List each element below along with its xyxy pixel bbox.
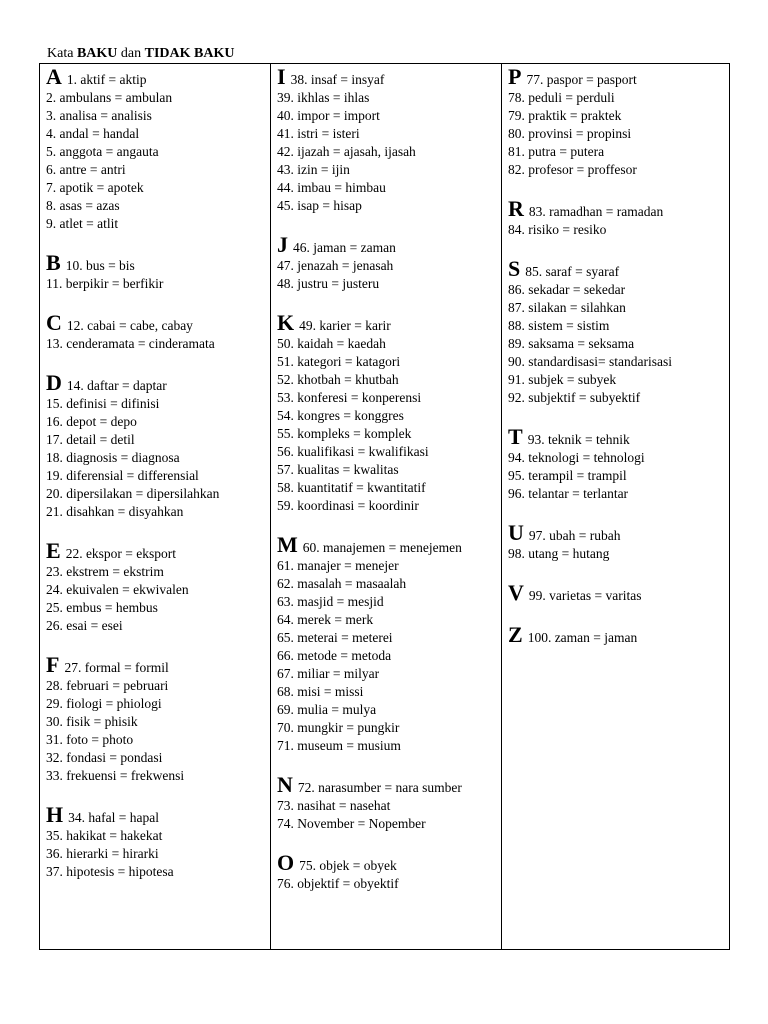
word-entry: 22. ekspor = eksport <box>65 546 177 561</box>
word-entry: 97. ubah = rubah <box>528 528 621 543</box>
group-heading <box>508 198 729 221</box>
word-entry: 2. ambulans = ambulan <box>46 90 173 105</box>
section-letter: U <box>508 520 524 545</box>
section-letter: R <box>508 196 524 221</box>
word-entry: 87. silakan = silahkan <box>508 300 626 315</box>
title-middle: dan <box>117 46 145 61</box>
word-entry: 49. karier = karir <box>299 318 391 333</box>
word-entry: 46. jaman = zaman <box>293 240 396 255</box>
document-title <box>47 45 234 63</box>
word-entry: 95. terampil = trampil <box>508 468 627 483</box>
letter-group <box>277 66 501 215</box>
word-entry: 21. disahkan = disyahkan <box>46 504 184 519</box>
word-entry: 9. atlet = atlit <box>46 216 119 231</box>
word-entry: 17. detail = detil <box>46 432 135 447</box>
word-entry: 38. insaf = insyaf <box>290 72 385 87</box>
word-entry: 14. daftar = daptar <box>66 378 167 393</box>
letter-group <box>46 252 270 293</box>
group-heading <box>508 624 729 647</box>
word-entry: 30. fisik = phisik <box>46 714 138 729</box>
word-entry: 67. miliar = milyar <box>277 666 380 681</box>
word-entry: 42. ijazah = ajasah, ijasah <box>277 144 416 159</box>
word-entry: 58. kuantitatif = kwantitatif <box>277 480 426 495</box>
word-entry: 37. hipotesis = hipotesa <box>46 864 174 879</box>
word-entry: 56. kualifikasi = kwalifikasi <box>277 444 429 459</box>
column-1 <box>40 64 270 949</box>
letter-group <box>46 66 270 233</box>
word-entry: 43. izin = ijin <box>277 162 350 177</box>
word-entry: 10. bus = bis <box>65 258 135 273</box>
group-heading <box>277 234 501 257</box>
word-entry: 47. jenazah = jenasah <box>277 258 394 273</box>
word-entry: 31. foto = photo <box>46 732 134 747</box>
word-entry: 12. cabai = cabe, cabay <box>66 318 193 333</box>
letter-group <box>508 198 729 239</box>
section-letter: A <box>46 64 62 89</box>
word-entry: 65. meterai = meterei <box>277 630 393 645</box>
group-heading <box>277 774 501 797</box>
word-entry: 27. formal = formil <box>64 660 169 675</box>
word-entry: 54. kongres = konggres <box>277 408 404 423</box>
letter-group <box>46 312 270 353</box>
section-letter: K <box>277 310 295 335</box>
word-entry: 29. fiologi = phiologi <box>46 696 162 711</box>
group-heading <box>277 852 501 875</box>
letter-group <box>277 312 501 515</box>
word-entry: 60. manajemen = menejemen <box>302 540 462 555</box>
word-entry: 24. ekuivalen = ekwivalen <box>46 582 189 597</box>
word-entry: 75. objek = obyek <box>299 858 397 873</box>
group-heading <box>46 804 270 827</box>
word-entry: 52. khotbah = khutbah <box>277 372 399 387</box>
section-letter: J <box>277 232 288 257</box>
word-entry: 35. hakikat = hakekat <box>46 828 163 843</box>
letter-group <box>508 426 729 503</box>
word-entry: 83. ramadhan = ramadan <box>528 204 664 219</box>
word-entry: 93. teknik = tehnik <box>527 432 630 447</box>
word-entry: 98. utang = hutang <box>508 546 610 561</box>
word-entry: 77. paspor = pasport <box>526 72 637 87</box>
word-entry: 23. ekstrem = ekstrim <box>46 564 164 579</box>
word-entry: 41. istri = isteri <box>277 126 360 141</box>
word-entry: 78. peduli = perduli <box>508 90 615 105</box>
section-letter: E <box>46 538 61 563</box>
letter-group <box>46 372 270 521</box>
letter-group <box>277 774 501 833</box>
word-entry: 25. embus = hembus <box>46 600 158 615</box>
letter-group <box>277 852 501 893</box>
letter-group <box>508 66 729 179</box>
word-entry: 44. imbau = himbau <box>277 180 386 195</box>
word-entry: 8. asas = azas <box>46 198 120 213</box>
section-letter: D <box>46 370 62 395</box>
column-3 <box>501 64 729 949</box>
group-heading <box>508 426 729 449</box>
letter-group <box>46 654 270 785</box>
letter-group <box>46 540 270 635</box>
word-entry: 72. narasumber = nara sumber <box>297 780 462 795</box>
word-entry: 92. subjektif = subyektif <box>508 390 641 405</box>
word-entry: 28. februari = pebruari <box>46 678 169 693</box>
group-heading <box>46 66 270 89</box>
section-letter: I <box>277 64 286 89</box>
section-letter: B <box>46 250 61 275</box>
word-entry: 59. koordinasi = koordinir <box>277 498 419 513</box>
word-entry: 76. objektif = obyektif <box>277 876 399 891</box>
word-entry: 11. berpikir = berfikir <box>46 276 164 291</box>
word-entry: 13. cenderamata = cinderamata <box>46 336 215 351</box>
section-letter: F <box>46 652 60 677</box>
word-entry: 71. museum = musium <box>277 738 401 753</box>
word-entry: 64. merek = merk <box>277 612 374 627</box>
group-heading <box>46 252 270 275</box>
word-entry: 84. risiko = resiko <box>508 222 607 237</box>
letter-group <box>46 804 270 881</box>
section-letter: N <box>277 772 293 797</box>
word-entry: 62. masalah = masaalah <box>277 576 407 591</box>
word-entry: 81. putra = putera <box>508 144 605 159</box>
word-entry: 86. sekadar = sekedar <box>508 282 626 297</box>
group-heading <box>508 66 729 89</box>
word-table <box>39 63 730 950</box>
word-entry: 45. isap = hisap <box>277 198 362 213</box>
word-entry: 100. zaman = jaman <box>527 630 638 645</box>
word-entry: 82. profesor = proffesor <box>508 162 637 177</box>
word-entry: 68. misi = missi <box>277 684 364 699</box>
word-entry: 66. metode = metoda <box>277 648 392 663</box>
title-tidak-baku: TIDAK BAKU <box>144 46 235 61</box>
word-entry: 88. sistem = sistim <box>508 318 610 333</box>
word-entry: 89. saksama = seksama <box>508 336 635 351</box>
column-2 <box>270 64 501 949</box>
word-entry: 3. analisa = analisis <box>46 108 152 123</box>
word-entry: 99. varietas = varitas <box>528 588 642 603</box>
word-entry: 57. kualitas = kwalitas <box>277 462 399 477</box>
word-entry: 20. dipersilakan = dipersilahkan <box>46 486 220 501</box>
word-entry: 18. diagnosis = diagnosa <box>46 450 180 465</box>
group-heading <box>46 654 270 677</box>
word-entry: 36. hierarki = hirarki <box>46 846 159 861</box>
word-entry: 5. anggota = angauta <box>46 144 159 159</box>
word-entry: 16. depot = depo <box>46 414 137 429</box>
group-heading <box>46 372 270 395</box>
section-letter: M <box>277 532 298 557</box>
group-heading <box>46 540 270 563</box>
title-prefix: Kata <box>47 46 77 61</box>
word-entry: 7. apotik = apotek <box>46 180 144 195</box>
word-entry: 4. andal = handal <box>46 126 140 141</box>
section-letter: T <box>508 424 523 449</box>
letter-group <box>508 624 729 647</box>
section-letter: O <box>277 850 295 875</box>
word-entry: 74. November = Nopember <box>277 816 426 831</box>
word-entry: 53. konferesi = konperensi <box>277 390 422 405</box>
word-entry: 80. provinsi = propinsi <box>508 126 632 141</box>
section-letter: H <box>46 802 64 827</box>
word-entry: 1. aktif = aktip <box>66 72 147 87</box>
group-heading <box>46 312 270 335</box>
group-heading <box>277 312 501 335</box>
word-entry: 50. kaidah = kaedah <box>277 336 386 351</box>
word-entry: 94. teknologi = tehnologi <box>508 450 645 465</box>
word-entry: 48. justru = justeru <box>277 276 380 291</box>
word-entry: 61. manajer = menejer <box>277 558 399 573</box>
letter-group <box>508 582 729 605</box>
word-entry: 15. definisi = difinisi <box>46 396 160 411</box>
word-entry: 63. masjid = mesjid <box>277 594 384 609</box>
word-entry: 33. frekuensi = frekwensi <box>46 768 185 783</box>
word-entry: 96. telantar = terlantar <box>508 486 629 501</box>
word-entry: 51. kategori = katagori <box>277 354 401 369</box>
word-entry: 32. fondasi = pondasi <box>46 750 163 765</box>
word-entry: 6. antre = antri <box>46 162 126 177</box>
word-entry: 26. esai = esei <box>46 618 123 633</box>
group-heading <box>277 66 501 89</box>
word-entry: 90. standardisasi= standarisasi <box>508 354 672 369</box>
group-heading <box>508 258 729 281</box>
group-heading <box>508 522 729 545</box>
word-entry: 39. ikhlas = ihlas <box>277 90 370 105</box>
word-entry: 79. praktik = praktek <box>508 108 622 123</box>
word-entry: 69. mulia = mulya <box>277 702 377 717</box>
section-letter: Z <box>508 622 523 647</box>
group-heading <box>508 582 729 605</box>
word-entry: 19. diferensial = differensial <box>46 468 199 483</box>
word-entry: 91. subjek = subyek <box>508 372 617 387</box>
section-letter: S <box>508 256 521 281</box>
word-entry: 85. saraf = syaraf <box>525 264 620 279</box>
letter-group <box>277 234 501 293</box>
letter-group <box>508 258 729 407</box>
section-letter: C <box>46 310 62 335</box>
letter-group <box>508 522 729 563</box>
title-baku: BAKU <box>76 46 118 61</box>
word-entry: 70. mungkir = pungkir <box>277 720 400 735</box>
word-entry: 34. hafal = hapal <box>68 810 159 825</box>
word-entry: 55. kompleks = komplek <box>277 426 412 441</box>
group-heading <box>277 534 501 557</box>
letter-group <box>277 534 501 755</box>
word-entry: 73. nasihat = nasehat <box>277 798 391 813</box>
section-letter: P <box>508 64 522 89</box>
word-entry: 40. impor = import <box>277 108 380 123</box>
section-letter: V <box>508 580 524 605</box>
